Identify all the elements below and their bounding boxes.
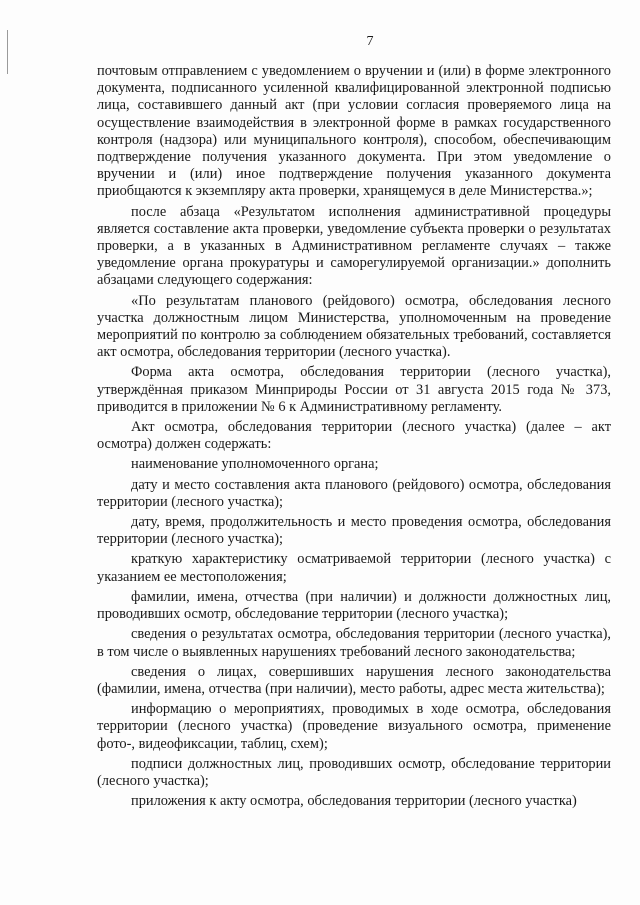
list-item: подписи должностных лиц, проводивших осмотр, обследование территории (лесного участка); (97, 755, 611, 789)
list-item: краткую характеристику осматриваемой территории (лесного участка) с указанием ее местоположения; (97, 551, 611, 585)
list-item: приложения к акту осмотра, обследования территории (лесного участка) (131, 793, 577, 810)
list-item: сведения о результатах осмотра, обследования территории (лесного участка), в том числе о выявленных нарушениях требований лесного законодательства; (97, 626, 611, 660)
list-item: дату и место составления акта планового (рейдового) осмотра, обследования территории (лесного участка); (97, 476, 611, 510)
paragraph-continuation: почтовым отправлением с уведомлением о вручении и (или) в форме электронного документа, подписанного усиленной квалифицированной электронной подписью лица, составившего данный акт (при условии согласия проверяемого лица на осуществление взаимодействия в электронной форме в рамках государственного контроля (надзора) или муниципального контроля), способом, обеспечивающим подтверждение получения указанного документа. При этом уведомление о вручении и (или) иное подтверждение получения указанного документа приобщаются к экземпляру акта проверки, хранящемуся в деле Министерства.»; (97, 63, 611, 200)
page-number: 7 (366, 34, 374, 49)
paragraph-act-form: Форма акта осмотра, обследования территории (лесного участка), утверждённая приказом Минприроды России от 31 августа 2015 года № 373, приводится в приложении № 6 к Административному регламенту. (97, 364, 611, 415)
paragraph-inspection-result: «По результатам планового (рейдового) осмотра, обследования лесного участка должностным лицом Министерства, уполномоченным на проведение мероприятий по контролю за соблюдением обязательных требований, составляется акт осмотра, обследования территории (лесного участка). (97, 292, 611, 361)
list-item: информацию о мероприятиях, проводимых в ходе осмотра, обследования территории (лесного участка) (проведение визуального осмотра, применение фото-, видеофиксации, таблиц, схем); (97, 701, 611, 752)
paragraph-amendment-intro: после абзаца «Результатом исполнения административной процедуры является составление акта проверки, уведомление субъекта проверки о результатах проверки, а в указанных в Административном регламенте случаях – также уведомление органа прокуратуры и саморегулируемой организации.» дополнить абзацами следующего содержания: (97, 203, 611, 289)
list-item: сведения о лицах, совершивших нарушения лесного законодательства (фамилии, имена, отчества (при наличии), место работы, адрес места жительства); (97, 663, 611, 697)
list-item: фамилии, имена, отчества (при наличии) и должности должностных лиц, проводивших осмотр, обследование территории (лесного участка); (97, 588, 611, 623)
list-item: дату, время, продолжительность и место проведения осмотра, обследования территории (лесного участка); (97, 514, 611, 548)
list-item: наименование уполномоченного органа; (131, 456, 379, 473)
document-body (97, 63, 611, 810)
paragraph-act-contents-intro: Акт осмотра, обследования территории (лесного участка) (далее – акт осмотра) должен содержать: (97, 419, 611, 453)
